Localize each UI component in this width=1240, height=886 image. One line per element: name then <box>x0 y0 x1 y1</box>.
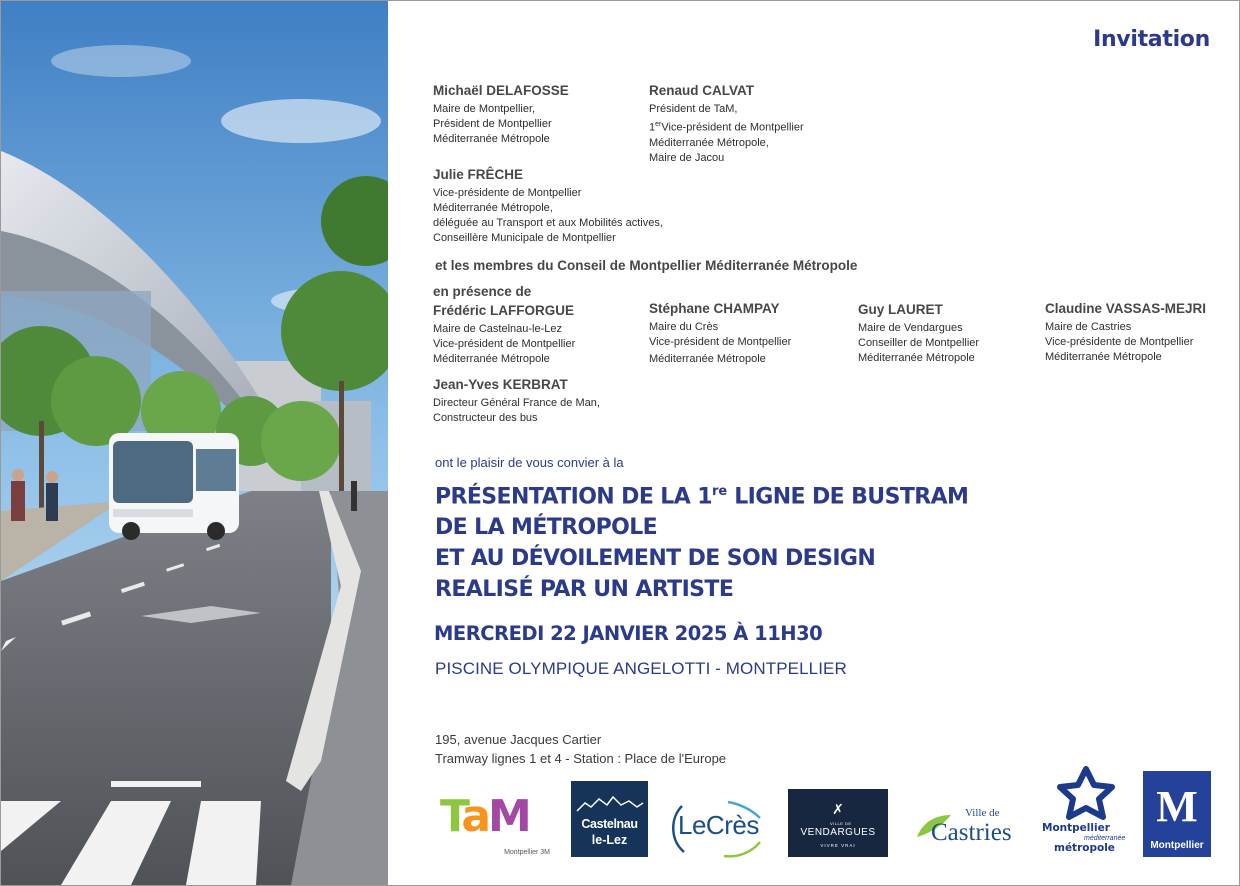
vendargues-name: VENDARGUES <box>800 827 876 838</box>
guest-lafforgue <box>433 303 575 367</box>
guest-title-line: Méditerranée Métropole <box>858 352 975 364</box>
metropole-line-3: métropole <box>1054 842 1115 854</box>
host-title-line: Président de TaM, <box>649 103 738 115</box>
host-title-line: Vice-présidente de Montpellier <box>433 187 582 199</box>
guest-title-line: Méditerranée Métropole <box>1045 351 1162 363</box>
metropole-line-2: méditerranée <box>1084 835 1126 842</box>
metropole-line-1: Montpellier <box>1042 822 1110 834</box>
host-name: Julie FRÊCHE <box>433 167 524 182</box>
headline-line-2: DE LA MÉTROPOLE <box>435 515 658 541</box>
host-title-line: Conseillère Municipale de Montpellier <box>433 232 616 244</box>
guest-title-line: Directeur Général France de Man, <box>433 397 600 409</box>
host-name: Michaël DELAFOSSE <box>433 83 569 98</box>
le-cres-wordmark: LeCrès <box>678 810 759 840</box>
guest-title-line: Vice-président de Montpellier <box>433 338 576 350</box>
host-title-line: Maire de Jacou <box>649 151 725 164</box>
castries-logo <box>913 805 1023 851</box>
guest-title-line: Vice-présidente de Montpellier <box>1045 336 1194 348</box>
host-name: Renaud CALVAT <box>649 83 754 98</box>
guest-title-line: Méditerranée Métropole <box>433 353 550 365</box>
montpellier-city-logo <box>1143 771 1211 857</box>
guest-lauret <box>858 302 979 366</box>
montpellier-name: Montpellier <box>1150 840 1204 851</box>
guest-title-line: Conseiller de Montpellier <box>858 337 980 349</box>
castelnau-line-1: Castelnau <box>581 817 638 831</box>
metropole-star-icon <box>1056 766 1116 822</box>
bustram-scene-image <box>1 1 388 885</box>
ordinal-suffix: re <box>711 484 728 499</box>
guest-name: Frédéric LAFFORGUE <box>433 303 575 318</box>
bustram-illustration <box>1 1 388 885</box>
castelnau-line-2: le-Lez <box>591 833 628 847</box>
host-title-line: Méditerranée Métropole, <box>649 136 769 149</box>
council-members-line: et les membres du Conseil de Montpellier Méditerranée Métropole <box>435 258 858 273</box>
tam-wordmark: TaM <box>440 791 529 842</box>
host-delafosse <box>433 83 569 147</box>
guest-title-line: Maire de Castelnau-le-Lez <box>433 323 563 335</box>
guest-title-line: Maire du Crès <box>649 321 719 333</box>
castelnau-skyline-icon <box>571 781 648 817</box>
host-title-line <box>649 117 804 136</box>
guest-title-line: Maire de Castries <box>1045 321 1132 333</box>
host-title-line: Président de Montpellier <box>433 118 552 130</box>
address-street: 195, avenue Jacques Cartier <box>435 732 602 747</box>
host-title-line: Méditerranée Métropole, <box>433 202 553 214</box>
presence-label: en présence de <box>433 284 532 299</box>
ordinal-number: 1 <box>649 121 656 134</box>
vendargues-pre: VILLE DE <box>830 821 852 826</box>
vendargues-logo <box>788 789 888 857</box>
invitation-title: Invitation <box>1093 27 1210 52</box>
castries-name: Castries <box>931 819 1012 846</box>
address-transport: Tramway lignes 1 et 4 - Station : Place de l'Europe <box>435 751 727 766</box>
tam-logo <box>440 792 552 858</box>
vendargues-tagline: VIVRE VRAI <box>820 843 856 848</box>
guest-name: Stéphane CHAMPAY <box>649 301 780 316</box>
guest-name: Claudine VASSAS-MEJRI <box>1045 301 1207 316</box>
guest-name: Jean-Yves KERBRAT <box>433 377 568 392</box>
guest-title-line: Vice-président de Montpellier <box>649 336 792 348</box>
headline-text: PRÉSENTATION DE LA 1 <box>435 484 712 510</box>
event-venue: PISCINE OLYMPIQUE ANGELOTTI - MONTPELLIER <box>435 659 847 678</box>
host-calvat <box>649 83 804 166</box>
montpellier-metropole-logo <box>1038 766 1134 858</box>
guest-kerbrat <box>433 377 600 426</box>
tam-subtitle: Montpellier 3M <box>504 849 550 856</box>
headline-line-4: REALISÉ PAR UN ARTISTE <box>435 577 734 603</box>
invitation-phrase: ont le plaisir de vous convier à la <box>435 455 624 470</box>
host-freche <box>433 167 663 246</box>
host-title-text: Vice-président de Montpellier <box>661 121 804 134</box>
host-title-line: déléguée au Transport et aux Mobilités actives, <box>433 217 663 229</box>
guest-title-line: Méditerranée Métropole <box>649 353 766 365</box>
event-address <box>435 730 726 768</box>
castelnau-le-lez-logo <box>571 781 648 857</box>
guest-title-line: Constructeur des bus <box>433 412 538 424</box>
host-title-line: Maire de Montpellier, <box>433 103 536 115</box>
headline-text: LIGNE DE BUSTRAM <box>727 484 969 510</box>
event-date: MERCREDI 22 JANVIER 2025 À 11H30 <box>434 622 823 645</box>
guest-title-line: Maire de Vendargues <box>858 322 963 334</box>
le-cres-logo <box>668 798 774 860</box>
guest-vassas-mejri <box>1045 301 1206 365</box>
event-headline <box>435 476 968 605</box>
headline-line-1 <box>435 476 968 512</box>
guest-champay <box>649 301 791 367</box>
host-title-line: Méditerranée Métropole <box>433 133 550 145</box>
castries-pre: Ville de <box>965 807 1000 819</box>
montpellier-letter: M <box>1156 782 1198 831</box>
headline-line-3: ET AU DÉVOILEMENT DE SON DESIGN <box>435 546 876 572</box>
vendargues-emblem-icon: ✗ <box>832 801 844 817</box>
guest-name: Guy LAURET <box>858 302 943 317</box>
ordinal-suffix: er <box>655 121 662 128</box>
